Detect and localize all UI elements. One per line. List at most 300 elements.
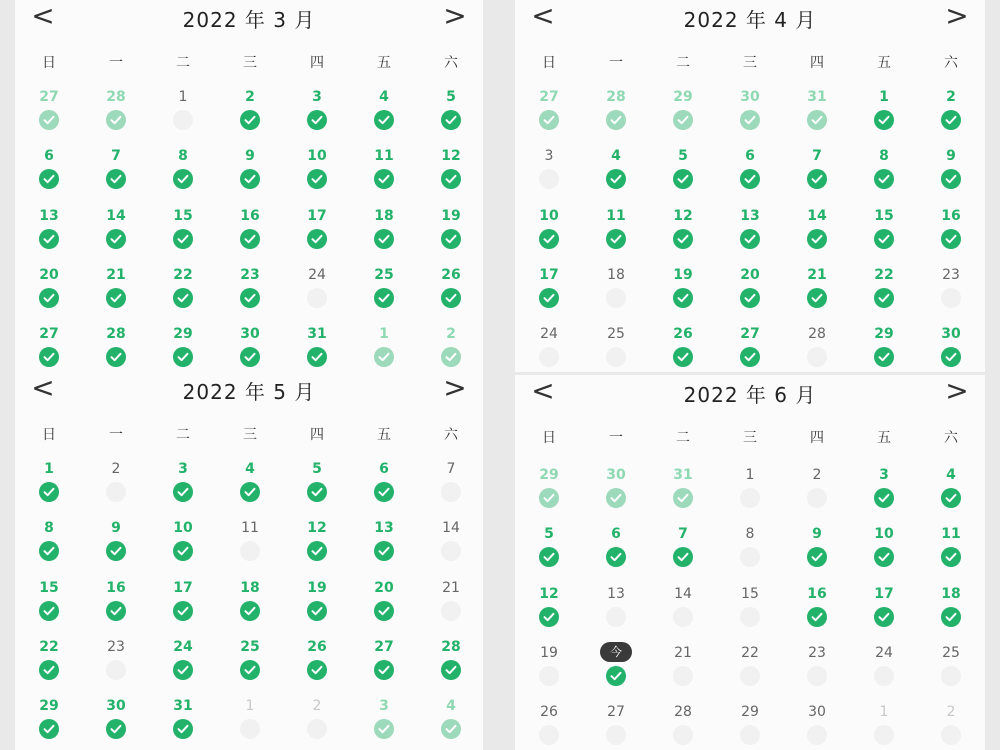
day-cell[interactable]: [524, 703, 574, 750]
check-circle-icon: [441, 110, 461, 130]
day-cell[interactable]: [658, 525, 708, 575]
month-header: [15, 0, 483, 34]
weekday-label: 一: [609, 430, 623, 446]
day-number: 6: [379, 461, 389, 477]
day-cell[interactable]: [658, 703, 708, 750]
check-icon: [677, 115, 689, 125]
day-cell[interactable]: [792, 644, 842, 694]
day-number: 1: [379, 326, 389, 343]
prev-month-button[interactable]: <: [531, 375, 555, 407]
day-cell[interactable]: [792, 466, 842, 516]
day-cell[interactable]: [524, 466, 574, 516]
empty-circle-icon: [441, 482, 461, 502]
day-cell[interactable]: [591, 147, 641, 197]
day-number: 25: [374, 266, 394, 283]
check-icon: [610, 493, 622, 503]
day-number: 22: [173, 266, 193, 283]
day-cell[interactable]: [225, 460, 275, 510]
weekday-label: 六: [444, 55, 458, 71]
empty-circle-icon: [606, 347, 626, 367]
day-cell[interactable]: [426, 88, 476, 138]
day-number: 10: [307, 148, 327, 165]
day-cell[interactable]: [426, 325, 476, 372]
day-cell[interactable]: [591, 325, 641, 372]
day-cell[interactable]: [359, 207, 409, 257]
check-circle-icon: [173, 288, 193, 308]
check-icon: [378, 293, 390, 303]
check-icon: [677, 234, 689, 244]
day-cell[interactable]: [91, 88, 141, 138]
day-cell[interactable]: [926, 703, 976, 750]
day-cell[interactable]: [292, 579, 342, 629]
day-cell[interactable]: [292, 207, 342, 257]
day-number: 19: [540, 644, 558, 661]
day-cell[interactable]: [658, 207, 708, 257]
day-cell[interactable]: [725, 207, 775, 257]
day-cell[interactable]: [859, 525, 909, 575]
check-icon: [677, 174, 689, 184]
day-cell[interactable]: [158, 207, 208, 257]
check-icon: [378, 174, 390, 184]
day-cell[interactable]: [658, 585, 708, 635]
day-cell[interactable]: [292, 638, 342, 688]
day-number: 26: [441, 266, 461, 283]
weekday-label: 五: [377, 427, 391, 443]
day-number: 24: [540, 326, 558, 343]
day-cell[interactable]: [225, 207, 275, 257]
day-cell[interactable]: [225, 697, 275, 747]
day-cell[interactable]: [359, 325, 409, 372]
check-circle-icon: [173, 660, 193, 680]
empty-circle-icon: [173, 110, 193, 130]
day-cell[interactable]: [359, 519, 409, 569]
empty-circle-icon: [441, 541, 461, 561]
day-cell[interactable]: [359, 638, 409, 688]
prev-month-button[interactable]: <: [531, 0, 555, 32]
check-circle-icon: [240, 482, 260, 502]
check-circle-icon: [740, 169, 760, 189]
day-cell[interactable]: [792, 325, 842, 372]
day-cell[interactable]: [91, 697, 141, 747]
check-icon: [43, 115, 55, 125]
check-circle-icon: [374, 288, 394, 308]
day-cell[interactable]: [426, 207, 476, 257]
day-cell[interactable]: [792, 207, 842, 257]
day-cell[interactable]: [158, 460, 208, 510]
check-circle-icon: [307, 601, 327, 621]
day-number: 31: [673, 467, 693, 483]
day-cell[interactable]: [725, 325, 775, 372]
empty-circle-icon: [941, 725, 961, 745]
day-number: 29: [741, 704, 759, 721]
check-icon: [378, 724, 390, 734]
day-cell[interactable]: [591, 585, 641, 635]
check-icon: [177, 174, 189, 184]
check-circle-icon: [240, 601, 260, 621]
day-cell[interactable]: [591, 466, 641, 516]
day-cell[interactable]: [24, 519, 74, 569]
day-number: 8: [879, 148, 889, 165]
check-icon: [244, 293, 256, 303]
check-circle-icon: [374, 229, 394, 249]
day-cell[interactable]: [359, 266, 409, 316]
weekday-label: 四: [310, 55, 324, 71]
day-cell[interactable]: [225, 579, 275, 629]
check-circle-icon: [374, 110, 394, 130]
day-cell[interactable]: [792, 525, 842, 575]
day-cell[interactable]: [591, 644, 641, 694]
day-number: 28: [106, 89, 126, 105]
empty-circle-icon: [740, 666, 760, 686]
day-number: 18: [240, 579, 260, 596]
day-cell[interactable]: [591, 88, 641, 138]
empty-circle-icon: [874, 666, 894, 686]
day-cell[interactable]: [91, 207, 141, 257]
day-cell[interactable]: [926, 525, 976, 575]
day-cell[interactable]: [524, 644, 574, 694]
check-circle-icon: [441, 169, 461, 189]
check-icon: [43, 174, 55, 184]
day-cell[interactable]: [926, 147, 976, 197]
check-circle-icon: [307, 110, 327, 130]
weekday-label: 二: [676, 430, 690, 446]
day-number: 19: [441, 207, 461, 224]
check-circle-icon: [673, 110, 693, 130]
check-circle-icon: [39, 347, 59, 367]
check-circle-icon: [173, 229, 193, 249]
day-cell[interactable]: [24, 325, 74, 372]
check-icon: [744, 174, 756, 184]
check-icon: [110, 606, 122, 616]
day-cell[interactable]: [426, 638, 476, 688]
day-number: 11: [606, 207, 626, 224]
day-cell[interactable]: [91, 325, 141, 372]
check-icon: [378, 115, 390, 125]
day-cell[interactable]: [926, 325, 976, 372]
check-icon: [677, 552, 689, 562]
day-number: 23: [808, 644, 826, 661]
day-cell[interactable]: [292, 697, 342, 747]
day-number: 4: [245, 461, 255, 477]
day-cell[interactable]: [292, 147, 342, 197]
day-cell[interactable]: [926, 466, 976, 516]
check-icon: [244, 174, 256, 184]
day-cell[interactable]: [859, 466, 909, 516]
check-icon: [244, 234, 256, 244]
day-number: 5: [544, 526, 554, 543]
day-cell[interactable]: [158, 519, 208, 569]
check-circle-icon: [173, 482, 193, 502]
day-cell[interactable]: [158, 266, 208, 316]
check-circle-icon: [606, 547, 626, 567]
day-cell[interactable]: [225, 519, 275, 569]
day-number: 14: [442, 520, 460, 537]
weekday-label: 二: [176, 427, 190, 443]
day-cell[interactable]: [926, 207, 976, 257]
check-circle-icon: [106, 347, 126, 367]
check-circle-icon: [539, 110, 559, 130]
next-month-button[interactable]: >: [945, 375, 969, 407]
day-number: 21: [674, 644, 692, 661]
day-cell[interactable]: [859, 703, 909, 750]
check-icon: [445, 234, 457, 244]
day-cell[interactable]: [658, 325, 708, 372]
day-cell[interactable]: [225, 147, 275, 197]
check-icon: [244, 606, 256, 616]
check-circle-icon: [539, 229, 559, 249]
day-number: 30: [106, 698, 126, 715]
weekday-label: 四: [810, 55, 824, 71]
day-cell[interactable]: [859, 147, 909, 197]
day-cell[interactable]: [859, 207, 909, 257]
day-cell[interactable]: [24, 638, 74, 688]
day-cell[interactable]: [524, 325, 574, 372]
day-cell[interactable]: [359, 460, 409, 510]
day-number: 27: [39, 326, 59, 343]
day-cell[interactable]: [359, 579, 409, 629]
check-circle-icon: [374, 660, 394, 680]
next-month-button[interactable]: >: [443, 372, 467, 404]
day-cell[interactable]: [24, 266, 74, 316]
day-number: 1: [44, 461, 54, 477]
day-cell[interactable]: [359, 88, 409, 138]
day-number: 26: [673, 326, 693, 343]
check-circle-icon: [874, 347, 894, 367]
day-cell[interactable]: [859, 266, 909, 316]
weekday-header-row: [515, 427, 985, 447]
day-number: 2: [111, 461, 121, 477]
day-number: 20: [740, 266, 760, 283]
check-icon: [945, 115, 957, 125]
check-icon: [311, 115, 323, 125]
day-number: 15: [874, 207, 894, 224]
day-number: 29: [874, 326, 894, 343]
check-icon: [878, 352, 890, 362]
next-month-button[interactable]: >: [945, 0, 969, 32]
day-cell[interactable]: [24, 88, 74, 138]
day-cell[interactable]: [859, 585, 909, 635]
day-number: 17: [539, 266, 559, 283]
check-icon: [945, 493, 957, 503]
day-cell[interactable]: [725, 88, 775, 138]
day-number: 24: [875, 644, 893, 661]
day-cell[interactable]: [158, 697, 208, 747]
day-number: 21: [442, 579, 460, 596]
day-cell[interactable]: [792, 147, 842, 197]
day-cell[interactable]: [225, 325, 275, 372]
day-cell[interactable]: [658, 147, 708, 197]
next-month-button[interactable]: >: [443, 0, 467, 32]
day-number: 17: [874, 585, 894, 602]
day-cell[interactable]: [158, 325, 208, 372]
check-circle-icon: [874, 229, 894, 249]
day-cell[interactable]: [91, 147, 141, 197]
day-number: 17: [307, 207, 327, 224]
check-circle-icon: [673, 229, 693, 249]
day-cell[interactable]: [91, 579, 141, 629]
check-circle-icon: [606, 488, 626, 508]
day-number: 30: [606, 467, 626, 483]
day-cell[interactable]: [524, 207, 574, 257]
empty-circle-icon: [673, 666, 693, 686]
day-number: 27: [607, 704, 625, 721]
day-cell[interactable]: [225, 638, 275, 688]
check-circle-icon: [874, 488, 894, 508]
check-icon: [311, 665, 323, 675]
day-cell[interactable]: [725, 585, 775, 635]
day-cell[interactable]: [158, 88, 208, 138]
day-cell[interactable]: [658, 266, 708, 316]
day-cell[interactable]: [426, 460, 476, 510]
day-number: 1: [879, 89, 889, 105]
day-cell[interactable]: [91, 460, 141, 510]
day-cell[interactable]: [24, 579, 74, 629]
check-circle-icon: [539, 288, 559, 308]
day-cell[interactable]: [859, 644, 909, 694]
day-cell[interactable]: [292, 266, 342, 316]
day-cell[interactable]: [591, 525, 641, 575]
day-cell[interactable]: [524, 585, 574, 635]
day-cell[interactable]: [426, 697, 476, 747]
check-icon: [744, 234, 756, 244]
day-cell[interactable]: [426, 266, 476, 316]
day-cell[interactable]: [24, 460, 74, 510]
day-cell[interactable]: [792, 585, 842, 635]
day-cell[interactable]: [792, 266, 842, 316]
day-cell[interactable]: [158, 147, 208, 197]
month-title: 2022 年 4 月: [683, 8, 817, 32]
day-cell[interactable]: [524, 525, 574, 575]
day-number: 7: [812, 148, 822, 165]
day-cell[interactable]: [725, 703, 775, 750]
day-number: 18: [941, 585, 961, 602]
day-number: 14: [674, 585, 692, 602]
day-cell[interactable]: [24, 697, 74, 747]
day-cell[interactable]: [524, 266, 574, 316]
day-cell[interactable]: [725, 644, 775, 694]
day-cell[interactable]: [658, 466, 708, 516]
check-circle-icon: [39, 660, 59, 680]
day-number: 2: [946, 704, 956, 721]
day-cell[interactable]: [591, 207, 641, 257]
day-cell[interactable]: [926, 88, 976, 138]
check-circle-icon: [106, 541, 126, 561]
day-cell[interactable]: [926, 585, 976, 635]
check-icon: [543, 293, 555, 303]
prev-month-button[interactable]: <: [31, 372, 55, 404]
check-icon: [610, 115, 622, 125]
weekday-label: 六: [944, 55, 958, 71]
day-number: 1: [245, 698, 255, 715]
day-cell[interactable]: [359, 697, 409, 747]
check-circle-icon: [240, 288, 260, 308]
day-number: 2: [245, 89, 255, 105]
day-cell[interactable]: [158, 579, 208, 629]
day-cell[interactable]: [725, 266, 775, 316]
calendar-month-april: [515, 0, 985, 372]
check-icon: [311, 352, 323, 362]
day-number: 27: [39, 89, 59, 105]
check-circle-icon: [307, 482, 327, 502]
check-icon: [110, 724, 122, 734]
day-cell[interactable]: [426, 579, 476, 629]
day-cell[interactable]: [91, 519, 141, 569]
day-cell[interactable]: [792, 703, 842, 750]
day-cell[interactable]: [91, 266, 141, 316]
day-cell[interactable]: [792, 88, 842, 138]
month-title: 2022 年 3 月: [182, 8, 316, 32]
day-number: 13: [607, 585, 625, 602]
day-cell[interactable]: [158, 638, 208, 688]
empty-circle-icon: [606, 725, 626, 745]
day-number: 26: [540, 704, 558, 721]
day-cell[interactable]: [292, 88, 342, 138]
check-icon: [445, 665, 457, 675]
weekday-label: 一: [109, 427, 123, 443]
day-cell[interactable]: [725, 525, 775, 575]
day-cell[interactable]: [591, 703, 641, 750]
day-cell[interactable]: [658, 88, 708, 138]
day-cell[interactable]: [524, 88, 574, 138]
day-number: 30: [740, 89, 760, 105]
day-cell[interactable]: [24, 207, 74, 257]
check-icon: [177, 352, 189, 362]
day-cell[interactable]: [292, 325, 342, 372]
day-number: 8: [178, 148, 188, 165]
check-icon: [43, 724, 55, 734]
check-icon: [110, 546, 122, 556]
day-number: 23: [240, 266, 260, 283]
day-number: 4: [611, 148, 621, 165]
day-number: 10: [173, 520, 193, 537]
day-cell[interactable]: [225, 88, 275, 138]
weekday-label: 日: [42, 55, 56, 71]
day-cell[interactable]: [926, 644, 976, 694]
day-number: 30: [240, 326, 260, 343]
day-number: 2: [446, 326, 456, 343]
check-icon: [177, 487, 189, 497]
day-cell[interactable]: [91, 638, 141, 688]
empty-circle-icon: [106, 660, 126, 680]
day-number: 12: [307, 520, 327, 537]
day-cell[interactable]: [426, 147, 476, 197]
check-circle-icon: [307, 229, 327, 249]
check-icon: [610, 174, 622, 184]
prev-month-button[interactable]: <: [31, 0, 55, 32]
day-cell[interactable]: [359, 147, 409, 197]
day-cell[interactable]: [426, 519, 476, 569]
check-icon: [744, 115, 756, 125]
day-cell[interactable]: [292, 519, 342, 569]
day-cell[interactable]: [524, 147, 574, 197]
day-number: 9: [946, 148, 956, 165]
day-cell[interactable]: [292, 460, 342, 510]
day-cell[interactable]: [591, 266, 641, 316]
weekday-label: 四: [810, 430, 824, 446]
day-cell[interactable]: [225, 266, 275, 316]
day-cell[interactable]: [859, 325, 909, 372]
day-cell[interactable]: [658, 644, 708, 694]
day-cell[interactable]: [725, 466, 775, 516]
check-circle-icon: [606, 110, 626, 130]
day-cell[interactable]: [859, 88, 909, 138]
day-cell[interactable]: [24, 147, 74, 197]
check-icon: [543, 493, 555, 503]
day-cell[interactable]: [926, 266, 976, 316]
day-cell[interactable]: [725, 147, 775, 197]
check-circle-icon: [807, 169, 827, 189]
check-circle-icon: [441, 347, 461, 367]
